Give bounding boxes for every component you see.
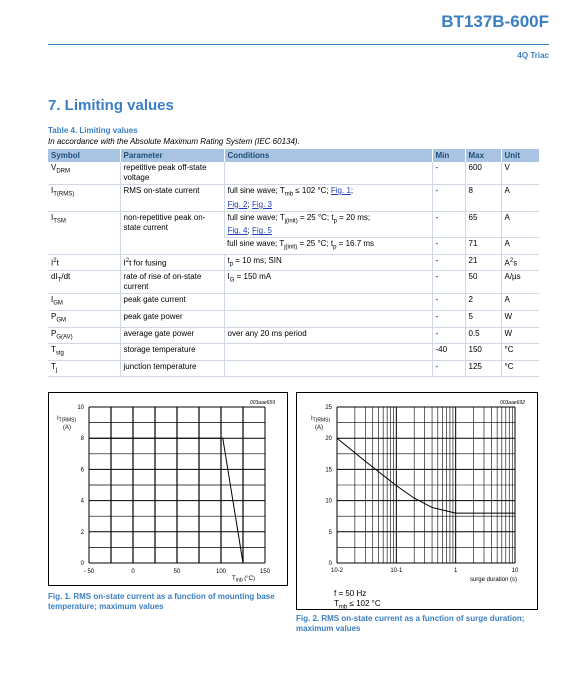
x-axis-label: surge duration (s) bbox=[469, 577, 517, 583]
min-cell: - bbox=[432, 271, 465, 294]
fig-5-link[interactable]: Fig. 5 bbox=[251, 226, 272, 236]
conditions-cell bbox=[224, 310, 432, 327]
table-header-row bbox=[48, 149, 539, 162]
min-cell: - bbox=[432, 327, 465, 344]
figure-code: 003aae692 bbox=[499, 400, 525, 406]
max-cell: 0.5 bbox=[465, 327, 501, 344]
max-cell: 150 bbox=[465, 344, 501, 361]
fig-1-link[interactable]: Fig. 1 bbox=[330, 186, 351, 195]
table-row bbox=[48, 162, 539, 185]
parameter-cell: rate of rise of on-state current bbox=[120, 271, 224, 294]
table-row bbox=[48, 344, 539, 361]
device-type: 4Q Triac bbox=[517, 51, 549, 60]
symbol-cell: $I_{T(RMS)}$ bbox=[48, 185, 120, 212]
min-cell: - bbox=[432, 254, 465, 271]
conditions-cell: $I_G = 150$ mA bbox=[224, 271, 432, 294]
max-cell: 5 bbox=[465, 310, 501, 327]
max-cell: 2 bbox=[465, 294, 501, 311]
parameter-cell: average gate power bbox=[120, 327, 224, 344]
conditions-cell bbox=[224, 162, 432, 185]
header-symbol: Symbol bbox=[48, 149, 120, 162]
y-tick-label: 20 bbox=[325, 436, 332, 443]
x-tick-label: 10-2 bbox=[330, 568, 344, 574]
parameter-cell: junction temperature bbox=[120, 360, 224, 377]
symbol-cell: $I^2t$ bbox=[48, 254, 120, 271]
header-max: Max bbox=[465, 149, 501, 162]
figure-code: 003aae659 bbox=[249, 400, 275, 406]
max-cell: 50 bbox=[465, 271, 501, 294]
parameter-cell: $I^2t$ for fusing bbox=[120, 254, 224, 271]
x-tick-label: 100 bbox=[215, 569, 227, 575]
y-tick-label: 0 bbox=[80, 561, 84, 567]
fig-2-link[interactable]: Fig. 2 bbox=[227, 199, 248, 209]
table-note: In accordance with the Absolute Maximum Rating System (IEC 60134). bbox=[48, 137, 300, 146]
table-row bbox=[48, 211, 539, 238]
header-min: Min bbox=[432, 149, 465, 162]
parameter-cell: storage temperature bbox=[120, 344, 224, 361]
data-line bbox=[337, 438, 515, 513]
min-cell: - bbox=[432, 162, 465, 185]
x-tick-label: 50 bbox=[173, 569, 181, 575]
max-cell: 125 bbox=[465, 360, 501, 377]
x-tick-label: 0 bbox=[131, 569, 135, 575]
max-cell: 600 bbox=[465, 162, 501, 185]
min-cell: - bbox=[432, 185, 465, 212]
figure-1-caption: Fig. 1. RMS on-state current as a function of mounting base temperature; maximum values bbox=[48, 592, 275, 611]
part-number: BT137B-600F bbox=[441, 12, 549, 31]
y-axis-label: $I_{T(RMS)}$ bbox=[57, 416, 77, 424]
header-conditions: Conditions bbox=[224, 149, 432, 162]
table-row bbox=[48, 327, 539, 344]
unit-cell: W bbox=[501, 310, 539, 327]
max-cell: 8 bbox=[465, 185, 501, 212]
min-cell: - bbox=[432, 294, 465, 311]
figure-2-condition-temperature: $T_{mb} \le 102$ °C bbox=[334, 599, 381, 611]
y-tick-label: 10 bbox=[325, 498, 332, 505]
table-row bbox=[48, 310, 539, 327]
conditions-cell: full sine wave; $T_{j(init)} = 25$ °C; $t_p = 20$ ms; Fig. 4; Fig. 5 bbox=[224, 211, 432, 238]
unit-cell: V bbox=[501, 162, 539, 185]
parameter-cell: repetitive peak off-state voltage bbox=[120, 162, 224, 185]
x-tick-label: 150 bbox=[259, 569, 271, 575]
conditions-cell bbox=[224, 294, 432, 311]
table-row bbox=[48, 294, 539, 311]
y-axis-unit: (A) bbox=[63, 425, 71, 431]
symbol-cell: $P_{G(AV)}$ bbox=[48, 327, 120, 344]
conditions-cell: over any 20 ms period bbox=[224, 327, 432, 344]
section-title: 7. Limiting values bbox=[48, 97, 174, 114]
symbol-cell: $P_{GM}$ bbox=[48, 310, 120, 327]
x-tick-label: - 50 bbox=[83, 569, 95, 575]
header-rule bbox=[48, 44, 549, 45]
parameter-cell: non-repetitive peak on-state current bbox=[120, 211, 224, 254]
table-row bbox=[48, 185, 539, 212]
figure-1-frame bbox=[48, 392, 288, 586]
table-row bbox=[48, 271, 539, 294]
parameter-cell: peak gate power bbox=[120, 310, 224, 327]
symbol-cell: $V_{DRM}$ bbox=[48, 162, 120, 185]
x-tick-label: 10-1 bbox=[390, 568, 403, 574]
figure-1-chart bbox=[49, 393, 289, 587]
y-tick-label: 6 bbox=[80, 467, 84, 474]
symbol-cell: $dI_T/dt$ bbox=[48, 271, 120, 294]
y-tick-label: 8 bbox=[80, 436, 84, 443]
conditions-cell bbox=[224, 344, 432, 361]
min-cell: - bbox=[432, 310, 465, 327]
max-cell: 65 bbox=[465, 211, 501, 238]
y-tick-label: 4 bbox=[80, 498, 84, 505]
unit-cell: A bbox=[501, 238, 539, 255]
header-parameter: Parameter bbox=[120, 149, 224, 162]
y-axis-label: $I_{T(RMS)}$ bbox=[311, 416, 331, 424]
figure-2-condition-frequency: f = 50 Hz bbox=[334, 589, 367, 598]
unit-cell: W bbox=[501, 327, 539, 344]
header-unit: Unit bbox=[501, 149, 539, 162]
y-tick-label: 2 bbox=[80, 529, 84, 536]
max-cell: 71 bbox=[465, 238, 501, 255]
fig-4-link[interactable]: Fig. 4 bbox=[227, 226, 248, 236]
symbol-cell: $T_j$ bbox=[48, 360, 120, 377]
fig-3-link[interactable]: Fig. 3 bbox=[251, 199, 272, 209]
conditions-cell bbox=[224, 360, 432, 377]
table-caption: Table 4. Limiting values bbox=[48, 126, 138, 135]
y-axis-unit: (A) bbox=[315, 425, 323, 431]
table-row bbox=[48, 254, 539, 271]
unit-cell: $A^2s$ bbox=[501, 254, 539, 271]
table-row bbox=[48, 360, 539, 377]
symbol-cell: $I_{GM}$ bbox=[48, 294, 120, 311]
conditions-cell: full sine wave; $T_{mb} \le 102$ °C; Fig. 1; Fig. 2; Fig. 3 bbox=[224, 185, 432, 212]
figure-2-caption: Fig. 2. RMS on-state current as a function of surge duration; maximum values bbox=[296, 614, 525, 633]
x-axis-label: $T_{mb}$ (°C) bbox=[232, 576, 256, 584]
y-tick-label: 0 bbox=[328, 561, 332, 567]
symbol-cell: $I_{TSM}$ bbox=[48, 211, 120, 254]
y-tick-label: 25 bbox=[325, 405, 332, 411]
max-cell: 21 bbox=[465, 254, 501, 271]
unit-cell: °C bbox=[501, 344, 539, 361]
conditions-cell: full sine wave; $T_{j(init)} = 25$ °C; $t_p = 16.7$ ms bbox=[224, 238, 432, 255]
symbol-cell: $T_{stg}$ bbox=[48, 344, 120, 361]
min-cell: - bbox=[432, 360, 465, 377]
limiting-values-table bbox=[48, 149, 539, 377]
unit-cell: A bbox=[501, 294, 539, 311]
unit-cell: A bbox=[501, 185, 539, 212]
x-tick-label: 1 bbox=[453, 568, 458, 574]
min-cell: - bbox=[432, 211, 465, 238]
min-cell: - bbox=[432, 238, 465, 255]
figure-2-chart bbox=[297, 393, 539, 611]
y-tick-label: 5 bbox=[328, 529, 332, 536]
parameter-cell: peak gate current bbox=[120, 294, 224, 311]
conditions-cell: $t_p = 10$ ms; SIN bbox=[224, 254, 432, 271]
y-tick-label: 15 bbox=[325, 467, 332, 474]
y-tick-label: 10 bbox=[77, 405, 84, 411]
figure-2-frame bbox=[296, 392, 538, 610]
unit-cell: °C bbox=[501, 360, 539, 377]
unit-cell: A bbox=[501, 211, 539, 238]
min-cell: -40 bbox=[432, 344, 465, 361]
x-tick-label: 10 bbox=[511, 568, 519, 574]
parameter-cell: RMS on-state current bbox=[120, 185, 224, 212]
unit-cell: A/µs bbox=[501, 271, 539, 294]
